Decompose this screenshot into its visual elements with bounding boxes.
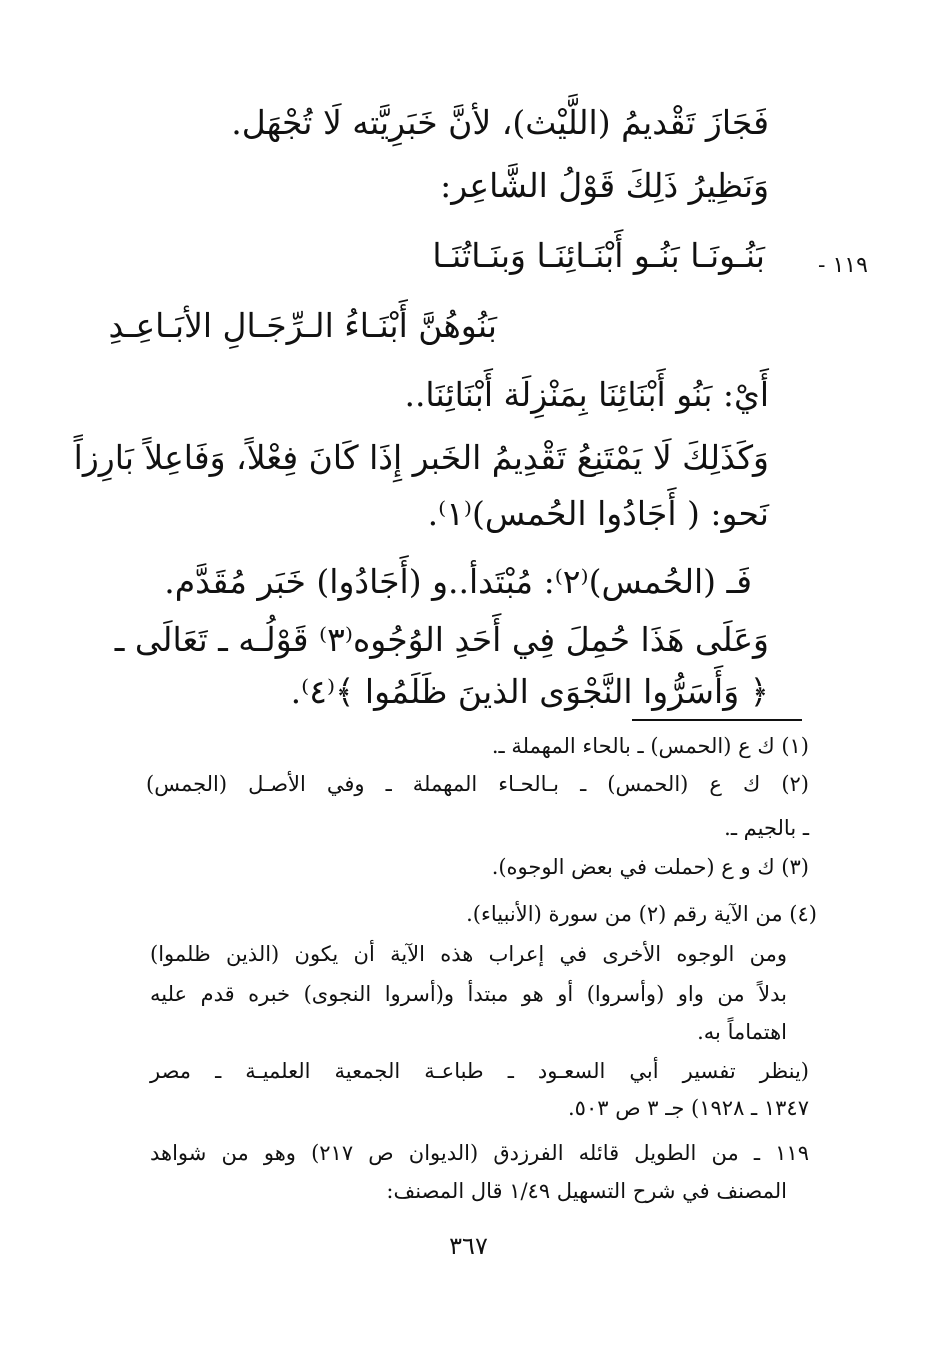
text-line-5: نَحو: ( أَجَادُوا الحُمس)⁽١⁾. [427, 494, 769, 533]
footnote-4-explanation-1: ومن الوجوه الأخرى في إعراب هذه الآية أن يكون (الذين ظلموا) [150, 942, 787, 966]
footnote-2-line-1: (٢) ك ع (الحمس) ـ بـالحـاء المهملة ـ وفي الأصـل (الجمس) [146, 772, 809, 796]
page-number: ٣٦٧ [449, 1232, 488, 1260]
footnote-4-reference-1: (ينظر تفسير أبي السعـود ـ طباعـة الجمعية العلميـة ـ مصر [150, 1059, 809, 1083]
footnote-3: (٣) ك و ع (حملت في بعض الوجوه). [491, 855, 809, 879]
footnote-4-explanation-3: اهتماماً به. [697, 1020, 787, 1044]
text-line-4: وَكَذَلِكَ لَا يَمْتَنِعُ تَقْدِيمُ الخَبر إِذَا كَانَ فِعْلاً، وَفَاعِلاً بَارِزاً [73, 438, 769, 477]
text-line-7: وَعَلَى هَذَا حُمِلَ فِي أَحَدِ الوُجُوه⁽٣⁾ قَوْلُـه ـ تَعَالَى ـ [114, 620, 769, 659]
footnote-4-reference-2: ١٣٤٧ ـ ١٩٢٨) جـ ٣ ص ٥٠٣. [567, 1096, 809, 1120]
footnote-119-line-1: ١١٩ ـ من الطويل قائله الفرزدق (الديوان ص ٢١٧) وهو من شواهد [150, 1141, 809, 1165]
footnote-4: (٤) من الآية رقم (٢) من سورة (الأنبياء). [466, 902, 817, 926]
verse-first-hemistich: بَنُـونَـا بَنُـو أَبْنَـائِنَـا وَبنَـاتُنَـا [432, 236, 765, 275]
footnote-4-explanation-2: بدلاً من واو (وأسروا) أو هو مبتدأ و(أسروا النجوى) خبره قدم عليه [150, 982, 787, 1006]
footnote-2-line-2: ـ بالجيم ـ. [724, 816, 809, 840]
text-line-1: فَجَازَ تَقْديمُ (اللَّيْث)، لأنَّ خَبَرِيَّته لَا تُجْهَل. [231, 103, 769, 142]
verse-second-hemistich: بَنُوهُنَّ أَبْنَـاءُ الـرِّجَـالِ الأبَـاعِـدِ [108, 306, 497, 345]
footnote-divider [632, 719, 802, 721]
footnote-1: (١) ك ع (الحمس) ـ بالحاء المهملة ـ. [491, 734, 809, 758]
verse-number: ١١٩ - [818, 253, 868, 278]
quran-verse-line: ﴿ وَأَسَرُّوا النَّجْوَى الذينَ ظَلَمُوا ﴾⁽٤⁾. [290, 672, 769, 711]
text-line-6: فَـ (الحُمس)⁽٢⁾: مُبْتَدأ..و (أَجَادُوا) خَبَر مُقَدَّم. [164, 562, 752, 601]
text-line-2: وَنَظِيرُ ذَلِكَ قَوْلُ الشَّاعِر: [440, 166, 769, 205]
footnote-119-line-2: المصنف في شرح التسهيل ١/٤٩ قال المصنف: [386, 1179, 787, 1203]
text-line-3: أَيْ: بَنُو أَبْنَائِنَا بِمَنْزِلَة أَبْنَائِنَا.. [404, 375, 769, 414]
